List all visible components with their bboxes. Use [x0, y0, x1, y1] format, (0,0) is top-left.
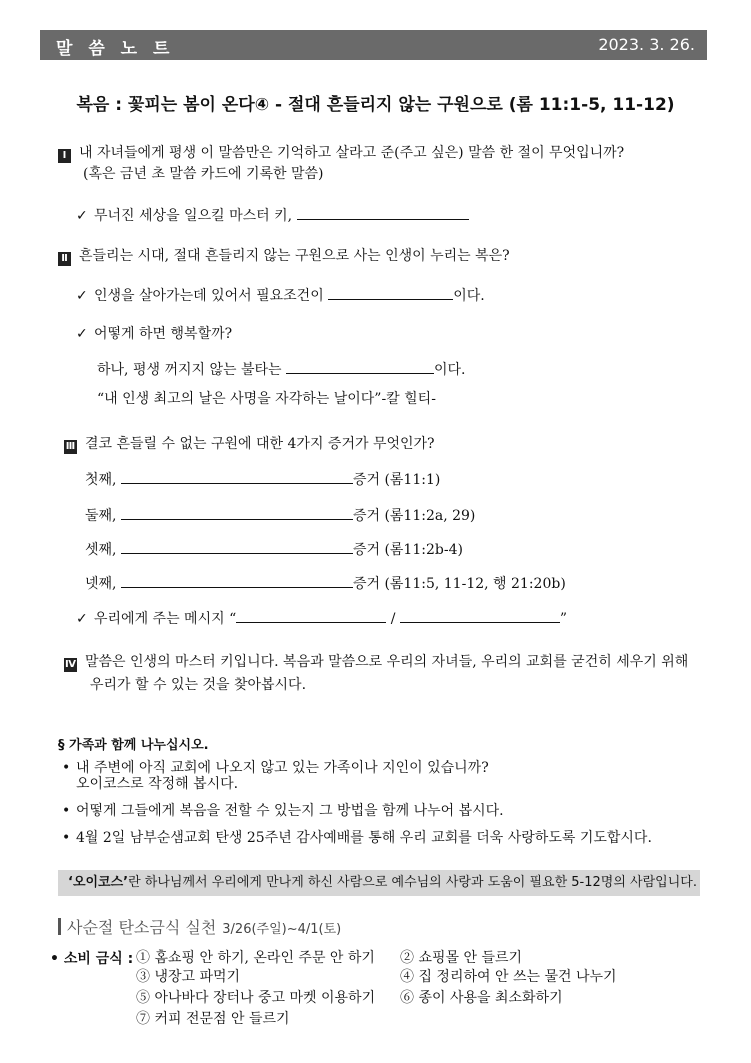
fasting-item: ③ 냉장고 파먹기 — [136, 969, 241, 985]
checkmark-icon: ✓ — [76, 288, 88, 304]
evidence-item: 둘째, 증거 (롬11:2a, 29) — [85, 505, 475, 526]
section2-question: Ⅱ 흔들리는 시대, 절대 흔들리지 않는 구원으로 사는 인생이 누리는 복은? — [58, 246, 510, 266]
section1-question: Ⅰ 내 자녀들에게 평생 이 말씀만은 기억하고 살라고 준(주고 싶은) 말씀 한 절이 무엇입니까? — [58, 143, 624, 163]
fasting-item: ① 홈쇼핑 안 하기, 온라인 주문 안 하기 — [136, 950, 375, 966]
fasting-label: • 소비 금식 : — [50, 951, 134, 967]
numeral-2-icon: Ⅱ — [58, 252, 71, 266]
evidence-item: 넷째, 증거 (롬11:5, 11-12, 행 21:20b) — [85, 573, 566, 594]
bullet-icon: • — [62, 760, 71, 776]
header-title: 말 씀 노 트 — [56, 39, 175, 59]
evidence-item: 셋째, 증거 (롬11:2b-4) — [85, 539, 463, 560]
answer-blank[interactable] — [121, 539, 353, 554]
fasting-item: ⑥ 종이 사용을 최소화하기 — [400, 990, 563, 1006]
section3-message: ✓ 우리에게 주는 메시지 “ / ” — [76, 608, 567, 629]
answer-blank[interactable] — [121, 469, 353, 484]
list-item-cont: 오이코스로 작정해 봅시다. — [76, 776, 239, 792]
section2-quote: “내 인생 최고의 날은 사명을 자각하는 날이다”-칼 힐티- — [97, 391, 436, 407]
header-bar — [40, 30, 707, 60]
answer-blank[interactable] — [121, 505, 353, 520]
checkmark-icon: ✓ — [76, 611, 88, 627]
section2-check1: ✓ 인생을 살아가는데 있어서 필요조건이 이다. — [76, 285, 485, 306]
fasting-item: ⑤ 아나바다 장터나 중고 마켓 이용하기 — [136, 990, 376, 1006]
section1-question-sub: (혹은 금년 초 말씀 카드에 기록한 말씀) — [83, 166, 324, 182]
numeral-3-icon: Ⅲ — [65, 441, 76, 452]
title-bar-icon — [58, 918, 61, 935]
answer-blank[interactable] — [400, 608, 560, 623]
numeral-1-icon: Ⅰ — [58, 149, 71, 163]
list-item: • 내 주변에 아직 교회에 나오지 않고 있는 가족이나 지인이 있습니까? — [62, 760, 489, 776]
sermon-headline: 복음 : 꽃피는 봄이 온다④ - 절대 흔들리지 않는 구원으로 (롬 11:1-5, 11-12) — [76, 95, 675, 115]
section3-question: Ⅲ 결코 흔들릴 수 없는 구원에 대한 4가지 증거가 무엇인가? — [65, 436, 435, 452]
section4-line1: Ⅳ 말씀은 인생의 마스터 키입니다. 복음과 말씀으로 우리의 자녀들, 우리의 교회를 굳건히 세우기 위해 — [65, 654, 689, 670]
fasting-range: 3/26(주일)~4/1(토) — [222, 922, 342, 937]
list-item: • 어떻게 그들에게 복음을 전할 수 있는지 그 방법을 함께 나누어 봅시다. — [62, 803, 504, 819]
bullet-icon: • — [62, 830, 71, 846]
fasting-item: ④ 집 정리하여 안 쓰는 물건 나누기 — [400, 969, 617, 985]
oikos-definition: ‘오이코스’란 하나님께서 우리에게 만나게 하신 사람으로 예수님의 사랑과 도움이 필요한 5-12명의 사람입니다. — [58, 870, 700, 896]
answer-blank[interactable] — [121, 573, 353, 588]
answer-blank[interactable] — [286, 359, 434, 374]
section2-check2: ✓ 어떻게 하면 행복할까? — [76, 326, 233, 342]
section2-sub1: 하나, 평생 꺼지지 않는 불타는 이다. — [97, 359, 466, 380]
checkmark-icon: ✓ — [76, 208, 88, 224]
numeral-4-icon: Ⅳ — [65, 659, 76, 670]
oikos-term: ‘오이코스’ — [68, 875, 129, 890]
bullet-icon: • — [62, 803, 71, 819]
section1-check: ✓ 무너진 세상을 일으킬 마스터 키, — [76, 205, 469, 226]
fasting-item: ② 쇼핑몰 안 들르기 — [400, 950, 523, 966]
fasting-title: 사순절 탄소금식 실천 3/26(주일)~4/1(토) — [58, 915, 341, 938]
answer-blank[interactable] — [297, 205, 469, 220]
header-date: 2023. 3. 26. — [598, 35, 695, 54]
evidence-item: 첫째, 증거 (롬11:1) — [85, 469, 440, 490]
answer-blank[interactable] — [328, 285, 453, 300]
fasting-item: ⑦ 커피 전문점 안 들르기 — [136, 1011, 290, 1027]
family-heading: § 가족과 함께 나누십시오. — [58, 738, 209, 753]
answer-blank[interactable] — [236, 608, 386, 623]
section4-line2: 우리가 할 수 있는 것을 찾아봅시다. — [90, 677, 307, 693]
list-item: • 4월 2일 남부순샘교회 탄생 25주년 감사예배를 통해 우리 교회를 더욱 사랑하도록 기도합시다. — [62, 830, 652, 846]
checkmark-icon: ✓ — [76, 326, 88, 342]
